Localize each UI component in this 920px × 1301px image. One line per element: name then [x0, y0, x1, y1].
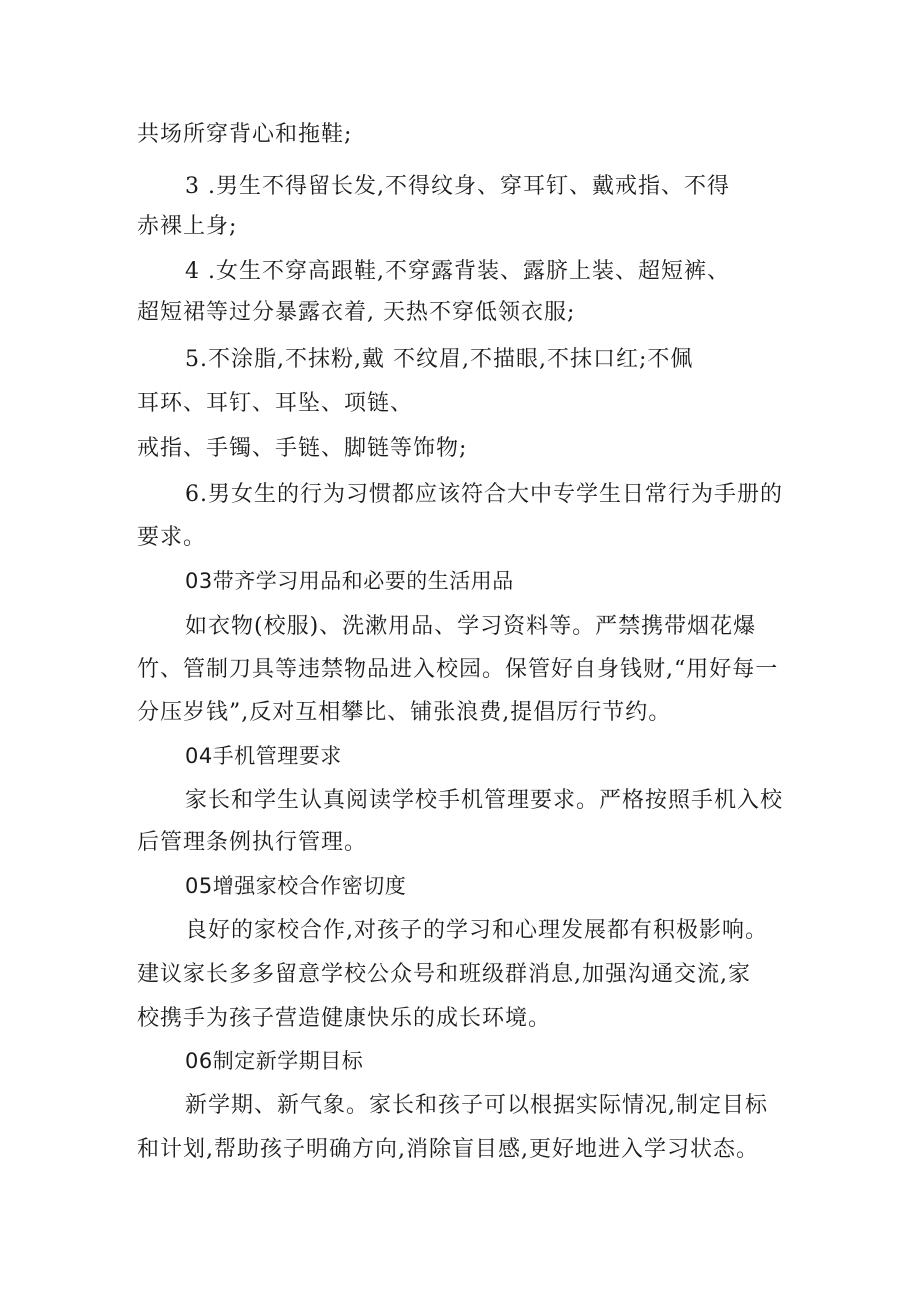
- paragraph-line: 校携手为孩子营造健康快乐的成长环境。: [137, 1006, 552, 1031]
- paragraph-line: 良好的家校合作,对孩子的学习和心理发展都有积极影响。: [185, 918, 768, 943]
- section-heading-05: 05增强家校合作密切度: [185, 874, 407, 898]
- text-line: 戒指、手镯、手链、脚链等饰物;: [137, 436, 468, 461]
- text-line: 要求。: [137, 525, 207, 550]
- text-line: 耳环、耳钉、耳坠、项链、: [137, 391, 414, 416]
- text-line: 超短裙等过分暴露衣着, 天热不穿低领衣服;: [137, 300, 576, 325]
- rule-item-4: 4 .女生不穿高跟鞋,不穿露背装、露脐上装、超短裤、: [185, 259, 730, 284]
- section-heading-04: 04手机管理要求: [185, 744, 342, 768]
- paragraph-line: 如衣物(校服)、洗漱用品、学习资料等。严禁携带烟花爆: [185, 614, 757, 639]
- text-line: 赤裸上身;: [137, 214, 238, 239]
- paragraph-line: 分压岁钱”,反对互相攀比、铺张浪费,提倡厉行节约。: [137, 700, 672, 725]
- paragraph-line: 建议家长多多留意学校公众号和班级群消息,加强沟通交流,家: [137, 962, 751, 987]
- paragraph-line: 新学期、新气象。家长和孩子可以根据实际情况,制定目标: [185, 1093, 768, 1118]
- rule-item-5: 5.不涂脂,不抹粉,戴 不纹眉,不描眼,不抹口红;不佩: [185, 347, 694, 372]
- rule-item-3: 3 .男生不得留长发,不得纹身、穿耳钉、戴戒指、不得: [185, 174, 730, 199]
- paragraph-line: 竹、管制刀具等违禁物品进入校园。保管好自身钱财,“用好每一: [137, 657, 779, 682]
- paragraph-line: 后管理条例执行管理。: [137, 830, 368, 855]
- paragraph-line: 家长和学生认真阅读学校手机管理要求。严格按照手机入校: [185, 788, 784, 813]
- section-heading-03: 03带齐学习用品和必要的生活用品: [185, 569, 514, 593]
- section-heading-06: 06制定新学期目标: [185, 1049, 364, 1073]
- rule-item-6: 6.男女生的行为习惯都应该符合大中专学生日常行为手册的: [185, 482, 783, 507]
- text-line: 共场所穿背心和拖鞋;: [137, 122, 353, 147]
- paragraph-line: 和计划,帮助孩子明确方向,消除盲目感,更好地进入学习状态。: [137, 1137, 759, 1162]
